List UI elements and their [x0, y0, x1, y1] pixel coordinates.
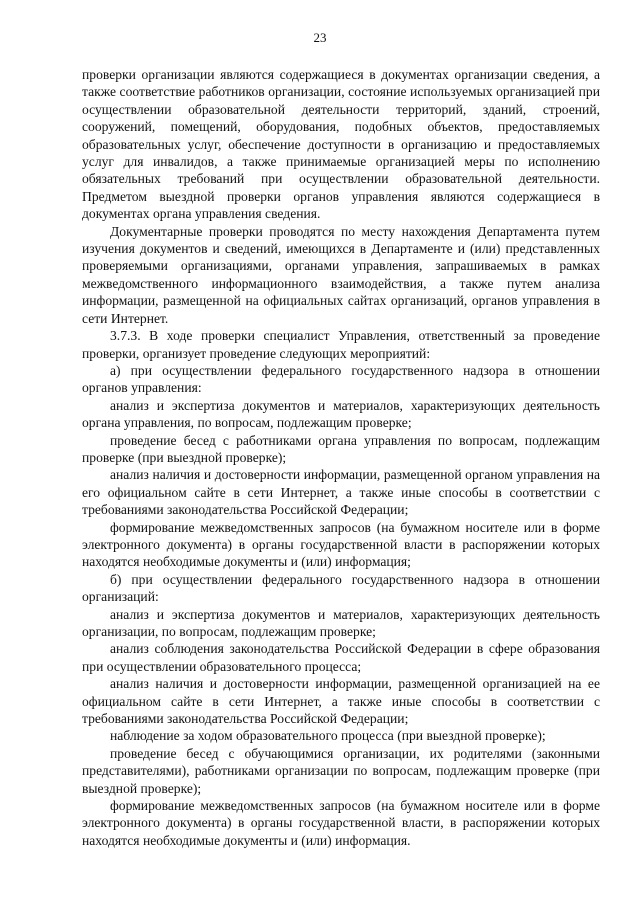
paragraph-b-analysis-documents: анализ и экспертиза документов и материалов, характеризующих деятельность организации, по вопросам, подлежащим проверке;: [82, 606, 600, 639]
paragraph-b-conversations: проведение бесед с обучающимися организации, их родителями (законными представителями), работниками организации по вопросам, подлежащим проверке (при выездной проверке);: [82, 745, 600, 796]
paragraph-b-observation: наблюдение за ходом образовательного процесса (при выездной проверке);: [110, 728, 546, 744]
paragraph-a-interagency-requests: формирование межведомственных запросов (на бумажном носителе или в форме электронного документа) в органы государственной власти в распоряжении которых находятся необходимые документы и (или) информация;: [82, 519, 600, 570]
page-number: 23: [313, 30, 327, 45]
paragraph-item-b: б) при осуществлении федерального государственного надзора в отношении организаций:: [82, 571, 600, 605]
document-body: [82, 66, 600, 849]
paragraph-b-website-info: анализ наличия и достоверности информации, размещенной организацией на ее официальном сайте в сети Интернет, а также иные способы в соответствии с требованиями законодательства Российской Федерации;: [82, 676, 600, 727]
paragraph-b-interagency-requests: формирование межведомственных запросов (на бумажном носителе или в форме электронного документа) в органы государственной власти, в распоряжении которых находятся необходимые документы и (или) информация.: [82, 798, 600, 848]
paragraph-item-a: а) при осуществлении федерального государственного надзора в отношении органов управления:: [82, 362, 600, 396]
paragraph-a-analysis-documents: анализ и экспертиза документов и материалов, характеризующих деятельность органа управления, по вопросам, подлежащим проверке;: [82, 397, 600, 431]
paragraph-a-conversations: проведение бесед с работниками органа управления по вопросам, подлежащим проверке (при выездной проверке);: [82, 432, 600, 465]
paragraph-documentary-checks: Документарные проверки проводятся по месту нахождения Департамента путем изучения документов и сведений, имеющихся в Департаменте и (или) представленных проверяемыми организациями, органами управления, запрашиваемых в рамках межведомственного информационного взаимодействия, а также путем анализа информации, размещенной на официальных сайтах организаций, органов управления в сети Интернет.: [82, 223, 600, 326]
paragraph-b-legislation-compliance: анализ соблюдения законодательства Российской Федерации в сфере образования при осуществлении образовательного процесса;: [82, 641, 600, 674]
paragraph-continuation: проверки организации являются содержащиеся в документах организации сведения, а также соответствие работников организации, состояние используемых организацией при осуществлении образовательной деятельности территорий, зданий, строений, сооружений, помещений, оборудования, подобных объектов, предоставляемых образовательных услуг, обеспечение доступности в организацию и предоставляемых услуг для инвалидов, а также принимаемые организацией меры по исполнению обязательных требований при осуществлении образовательной деятельности. Предметом выездной проверки органов управления являются содержащиеся в документах органа управления сведения.: [82, 67, 600, 222]
paragraph-section-3-7-3: 3.7.3. В ходе проверки специалист Управления, ответственный за проведение проверки, организует проведение следующих мероприятий:: [82, 328, 600, 361]
paragraph-a-website-info: анализ наличия и достоверности информации, размещенной органом управления на его официальном сайте в сети Интернет, а также иные способы в соответствии с требованиями законодательства Российской Федерации;: [82, 467, 600, 518]
